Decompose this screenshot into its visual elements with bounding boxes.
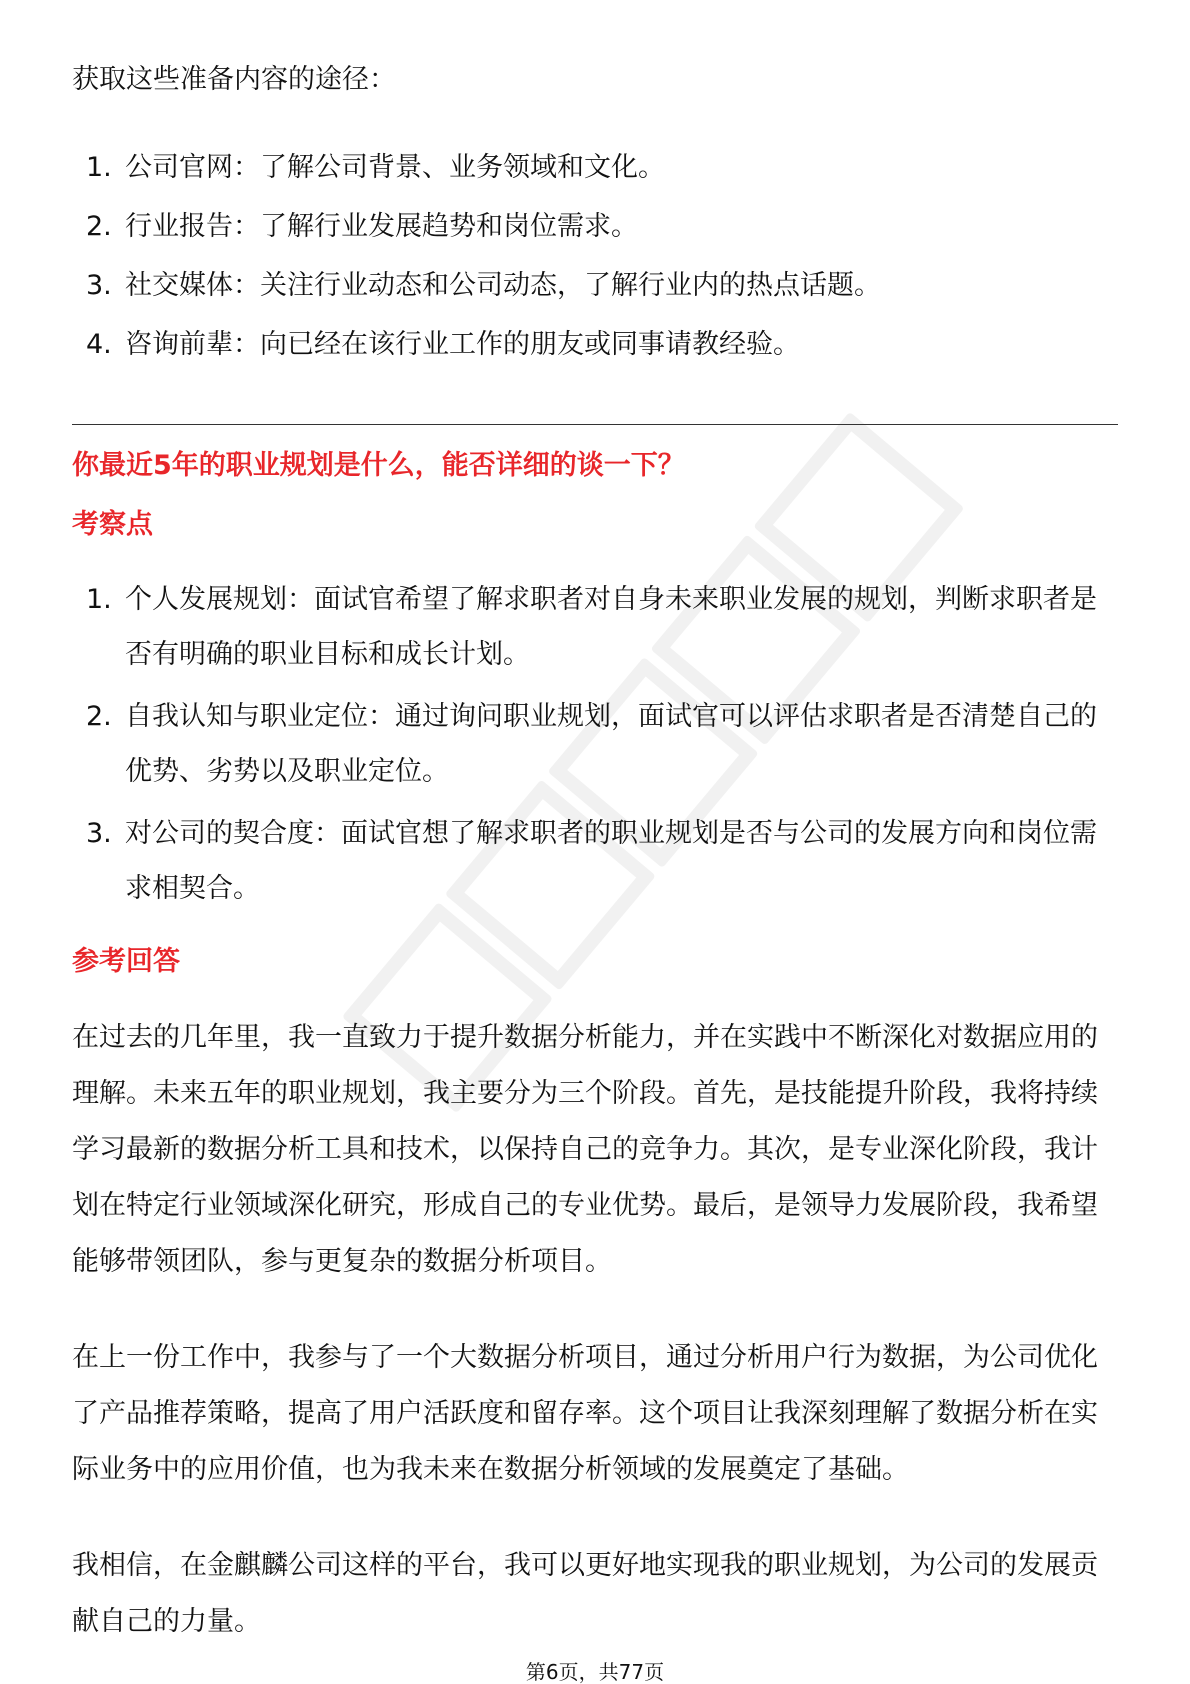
list-item-text: 对公司的契合度：面试官想了解求职者的职业规划是否与公司的发展方向和岗位需求相契合。	[125, 818, 1097, 904]
answer-paragraph: 在过去的几年里，我一直致力于提升数据分析能力，并在实践中不断深化对数据应用的理解。未来五年的职业规划，我主要分为三个阶段。首先，是技能提升阶段，我将持续学习最新的数据分析工具和技术，以保持自己的竞争力。其次，是专业深化阶段，我计划在特定行业领域深化研究，形成自己的专业优势。最后，是领导力发展阶段，我希望能够带领团队，参与更复杂的数据分析项目。	[72, 1022, 1098, 1277]
list-number: 1.	[86, 152, 112, 183]
list-number: 1.	[86, 584, 112, 615]
list-item	[72, 140, 1118, 196]
list-item-text: 个人发展规划：面试官希望了解求职者对自身未来职业发展的规划，判断求职者是否有明确的职业目标和成长计划。	[125, 584, 1097, 670]
intro-text: 获取这些准备内容的途径：	[72, 64, 396, 95]
list-item-text: 行业报告：了解行业发展趋势和岗位需求。	[125, 211, 638, 242]
list-item	[72, 689, 1118, 799]
list-number: 3.	[86, 270, 112, 301]
list-item-text: 咨询前辈：向已经在该行业工作的朋友或同事请教经验。	[125, 329, 800, 360]
list-item-text: 社交媒体：关注行业动态和公司动态，了解行业内的热点话题。	[125, 270, 881, 301]
list-number: 2.	[86, 701, 112, 732]
answer-paragraph: 在上一份工作中，我参与了一个大数据分析项目，通过分析用户行为数据，为公司优化了产品推荐策略，提高了用户活跃度和留存率。这个项目让我深刻理解了数据分析在实际业务中的应用价值，也为我未来在数据分析领域的发展奠定了基础。	[72, 1342, 1098, 1485]
question-heading: 你最近5年的职业规划是什么，能否详细的谈一下？	[72, 450, 685, 481]
list-item-text: 自我认知与职业定位：通过询问职业规划，面试官可以评估求职者是否清楚自己的优势、劣势以及职业定位。	[125, 701, 1097, 787]
list-number: 4.	[86, 329, 112, 360]
section-title-points: 考察点	[72, 509, 153, 540]
page-footer: 第6页，共77页	[525, 1660, 665, 1684]
list-number: 2.	[86, 211, 112, 242]
section-title-answer: 参考回答	[72, 946, 180, 977]
answer-paragraph: 我相信，在金麒麟公司这样的平台，我可以更好地实现我的职业规划，为公司的发展贡献自己的力量。	[72, 1550, 1098, 1637]
points-list	[72, 572, 1118, 923]
divider	[72, 424, 1118, 425]
list-number: 3.	[86, 818, 112, 849]
list-item	[72, 199, 1118, 255]
list-item	[72, 317, 1118, 373]
list-item	[72, 806, 1118, 916]
list-item	[72, 258, 1118, 314]
list-item	[72, 572, 1118, 682]
list-item-text: 公司官网：了解公司背景、业务领域和文化。	[125, 152, 665, 183]
sources-list	[72, 140, 1118, 376]
